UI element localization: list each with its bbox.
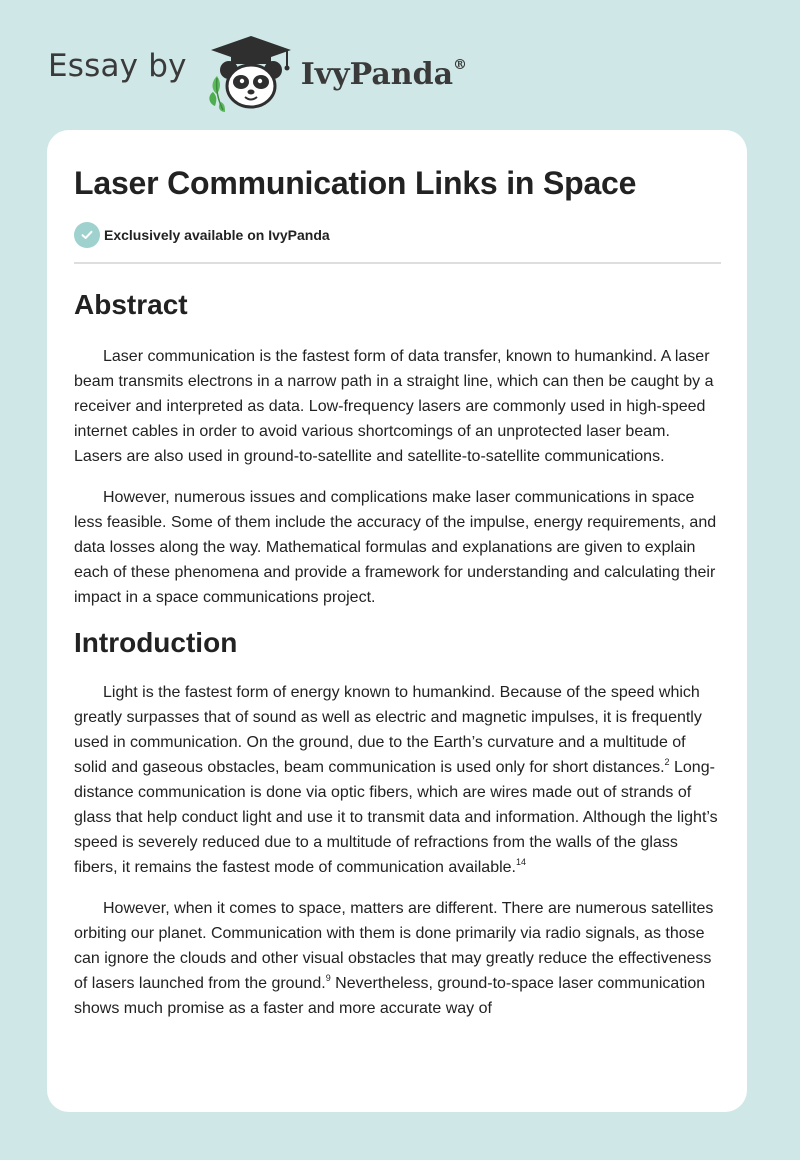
brand-name[interactable]: [301, 57, 467, 92]
brand-name-text: IvyPanda: [300, 56, 454, 92]
section-abstract: [74, 288, 721, 610]
exclusive-badge: [74, 222, 721, 248]
panda-graduate-logo-icon[interactable]: [203, 32, 299, 112]
title-divider: [74, 262, 721, 264]
paragraph-text: However, when it comes to space, matters are different. There are numerous satellites orbiting our planet. Communication with them is done primarily via radio signals, as those can ignore the clouds and other visual obstacles that may greatly reduce the effectiveness of lasers launched from the ground.: [74, 900, 714, 992]
registered-mark: ®: [453, 56, 468, 73]
check-circle-icon: [74, 222, 100, 248]
citation-ref[interactable]: 2: [664, 756, 670, 767]
paragraph-text: Nevertheless, ground-to-space laser communication shows much promise as a faster and more accurate way of: [74, 975, 706, 1017]
paragraph: [74, 896, 721, 1021]
paragraph: [74, 680, 721, 880]
essay-by-label: Essay by: [48, 48, 187, 84]
section-heading-abstract: Abstract: [74, 289, 188, 320]
section-introduction: [74, 626, 721, 1021]
paragraph-text: Light is the fastest form of energy known to humankind. Because of the speed which greatly surpasses that of sound as well as electric and magnetic impulses, it is frequently used in communication. On the ground, due to the Earth’s curvature and a multitude of solid and gaseous obstacles, beam communication is used only for short distances.: [74, 684, 702, 776]
paragraph-text: Long-distance communication is done via optic fibers, which are wires made out of strands of glass that help conduct light and use it to transmit data and information. Although the light’s speed is severely reduced due to a multitude of refractions from the walls of the glass fibers, it remains the fastest mode of communication available.: [74, 759, 718, 876]
section-heading-introduction: Introduction: [74, 627, 238, 658]
site-header: [48, 32, 467, 112]
essay-card: [47, 130, 747, 1112]
citation-ref[interactable]: 14: [515, 856, 526, 867]
paragraph: However, numerous issues and complications make laser communications in space less feasible. Some of them include the accuracy of the impulse, energy requirements, and data losses along the way. Mathematical formulas and explanations are given to explain each of these phenomena and provide a framework for understanding and calculating their impact in a space communications project.: [74, 489, 717, 606]
exclusive-badge-label: Exclusively available on IvyPanda: [104, 227, 330, 243]
essay-title: Laser Communication Links in Space: [74, 165, 637, 201]
citation-ref[interactable]: 9: [325, 972, 331, 983]
paragraph: Laser communication is the fastest form of data transfer, known to humankind. A laser beam transmits electrons in a narrow path in a straight line, which can then be caught by a receiver and interpreted as data. Low-frequency lasers are commonly used in high-speed internet cables in order to avoid various shortcomings of an unprotected laser beam. Lasers are also used in ground-to-satellite and satellite-to-satellite communications.: [74, 348, 714, 465]
